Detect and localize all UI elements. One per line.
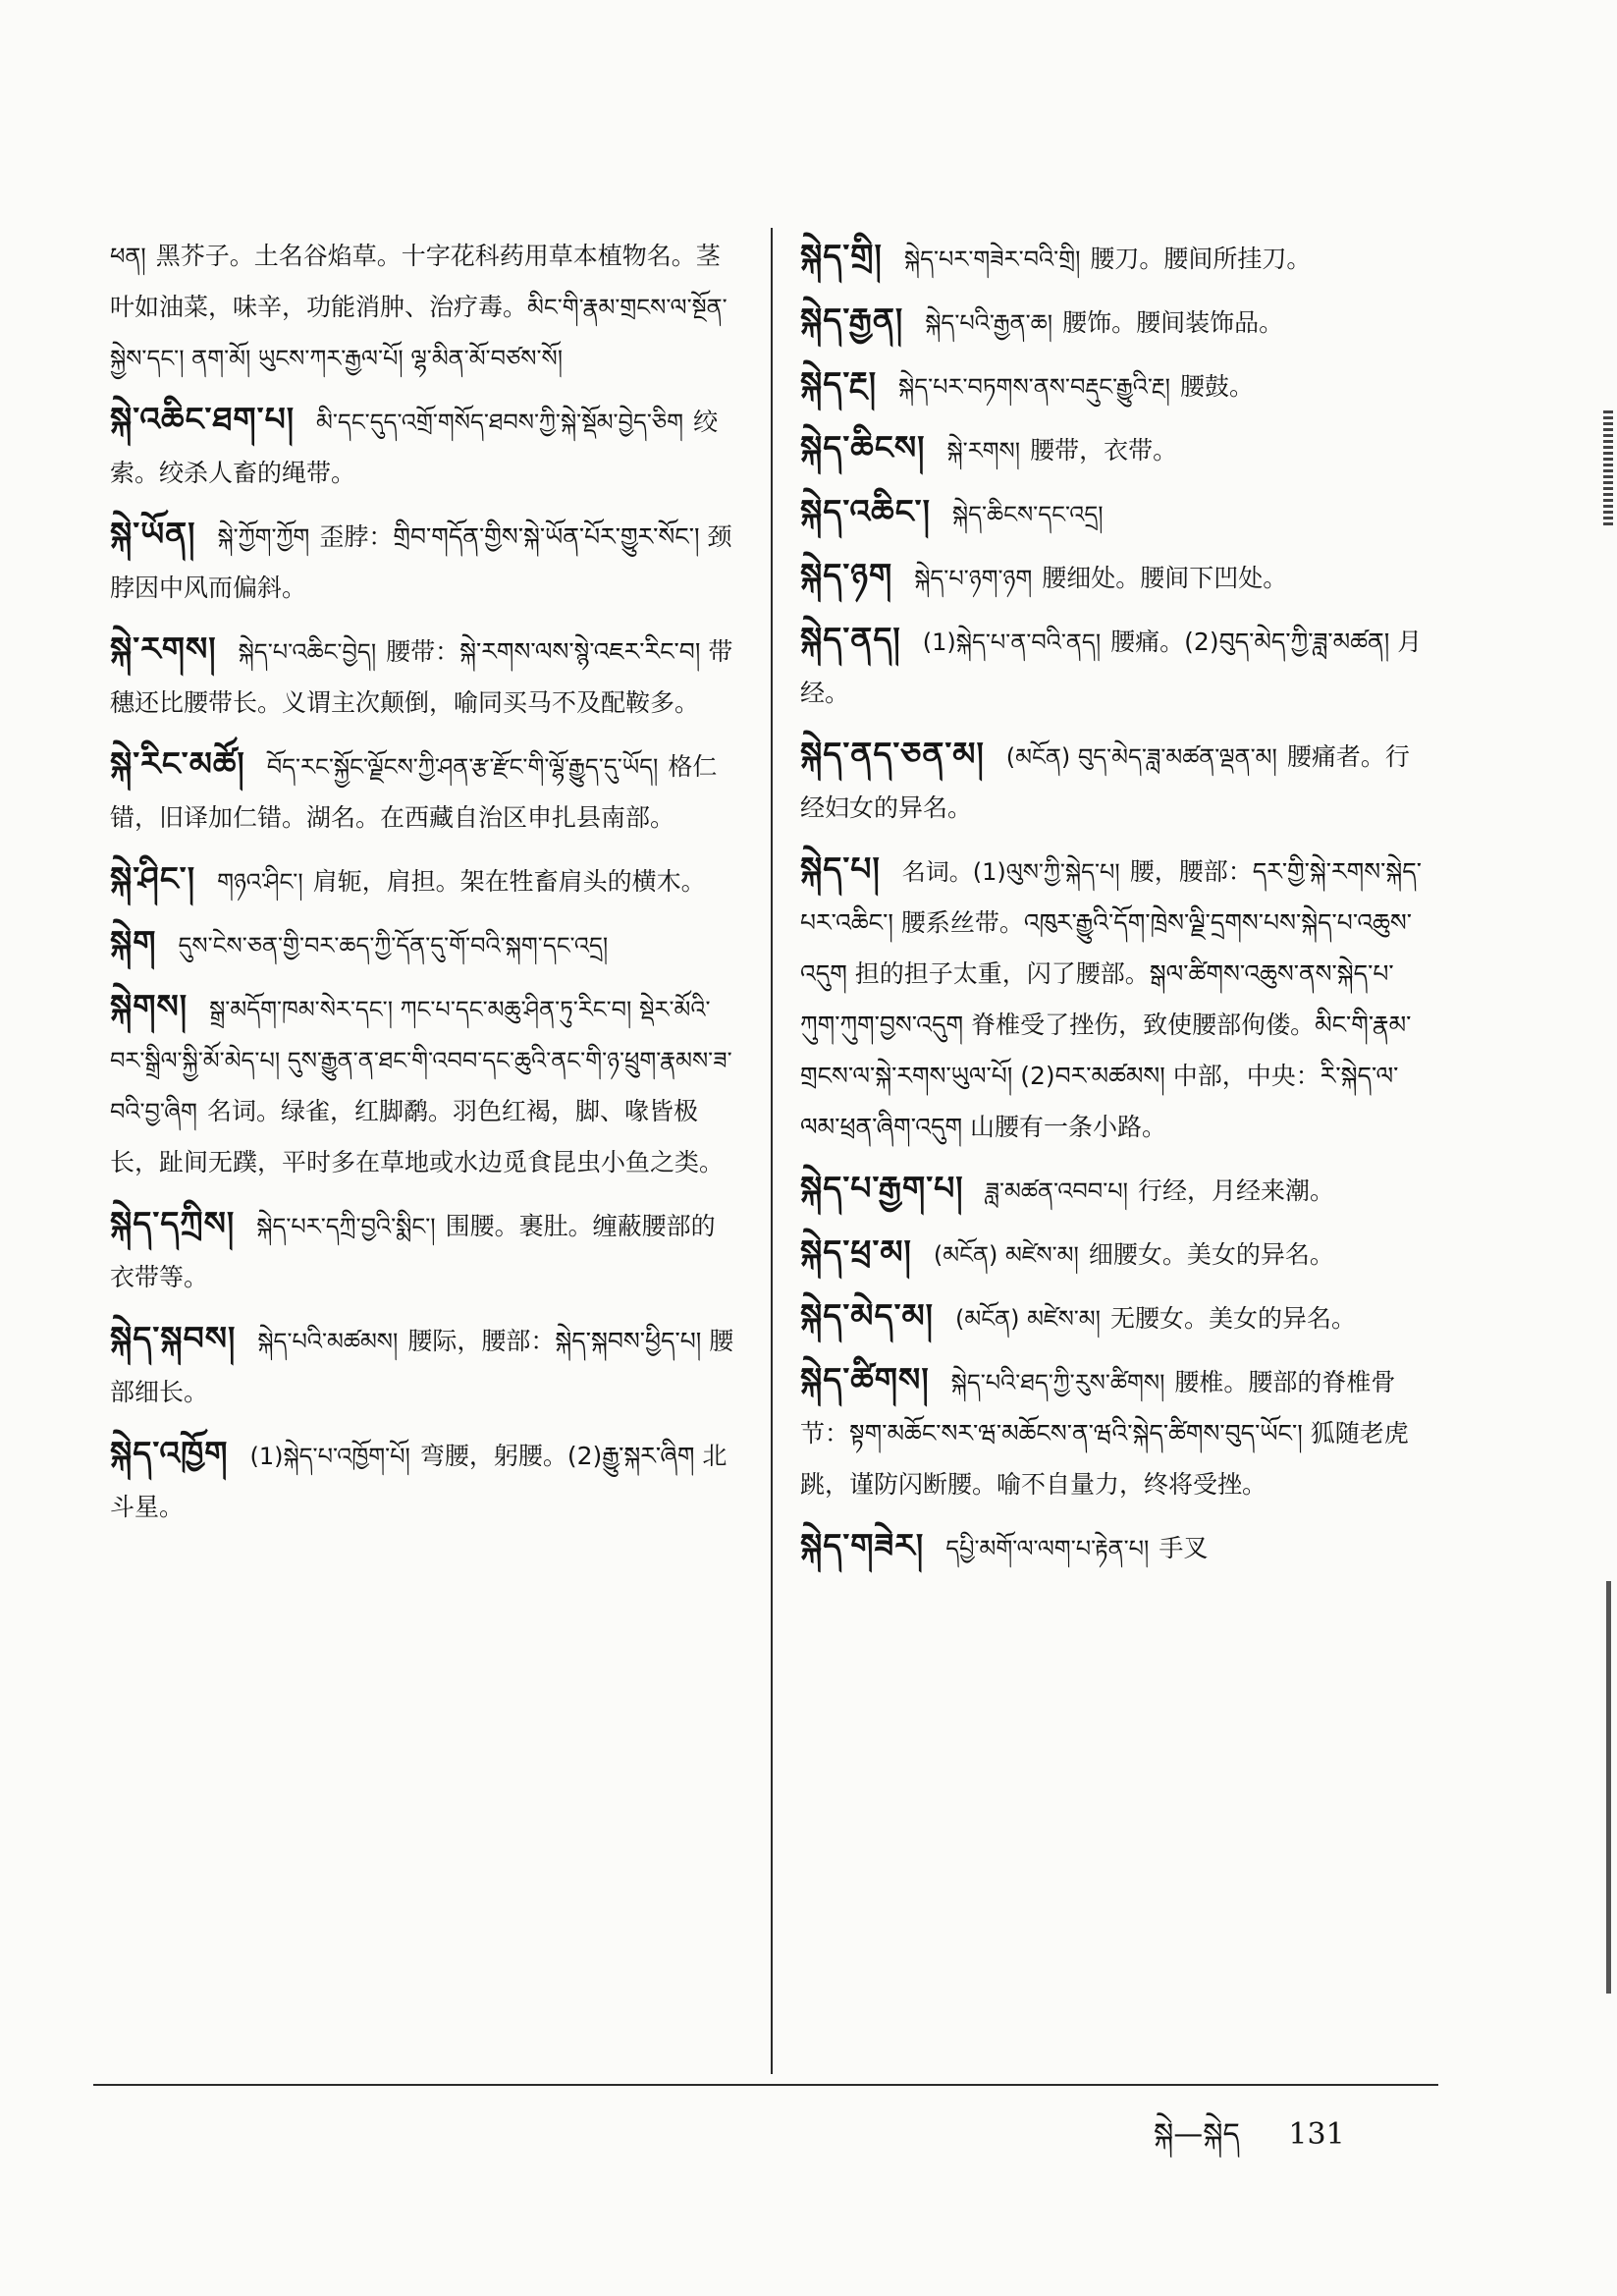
entry-headword: སྐེད་ཚིགས། <box>800 1360 930 1398</box>
entry-headword: སྐེད་ནད་ཅན་མ། <box>800 735 985 773</box>
entry-chinese-definition: 无腰女。美女的异名。 <box>1109 1304 1356 1333</box>
entry-chinese-definition: 腰际，腰部：སྐེད་སྐབས་ཕྱིད་པ། 腰部细长。 <box>110 1327 734 1406</box>
entry-headword: སྐེགས། <box>110 987 189 1025</box>
entry-headword: སྐེད་པ་རྒྱག་པ། <box>800 1169 964 1207</box>
entry-tibetan-definition: སྐེད་པ་འཆིང་བྱེད། <box>238 638 377 666</box>
entry-tibetan-definition: ཕན། <box>110 243 146 270</box>
entry-tibetan-definition: 名词。(1)ལུས་ཀྱི་སྐེད་པ། <box>901 858 1120 886</box>
entry-tibetan-definition: སྐེད་ཆིངས་དང་འདྲ། <box>951 501 1104 528</box>
entry-headword: སྐེད་ཆིངས། <box>800 428 926 466</box>
entry-chinese-definition: 肩轭，肩担。架在牲畜肩头的横木。 <box>312 867 706 896</box>
entry-headword: སྐེད་ཕྲ་མ། <box>800 1232 912 1271</box>
dictionary-entry <box>800 1354 1428 1510</box>
entry-headword: སྐེད་གྲི། <box>800 237 883 275</box>
entry-headword: སྐེ་རགས། <box>110 629 217 668</box>
entry-tibetan-definition: (མངོན) མཛེས་མ། <box>955 1305 1101 1333</box>
entry-chinese-definition: 腰细处。腰间下凹处。 <box>1042 564 1288 592</box>
entry-tibetan-definition: གཉའ་ཤིང་། <box>217 868 303 896</box>
dictionary-entry <box>110 1313 738 1418</box>
entry-headword: སྐེ་འཆིང་ཐག་པ། <box>110 400 296 438</box>
entry-chinese-definition: 弯腰，躬腰。(2)རྒྱུ་སྐར་ཞིག 北斗星。 <box>110 1442 728 1521</box>
entry-tibetan-definition: (མངོན) བུད་མེད་ཟླ་མཚན་ལྡན་མ། <box>1005 743 1277 771</box>
entry-headword: སྐེ་ཤིང་། <box>110 859 196 898</box>
entry-tibetan-definition: སྐེད་པའི་རྒྱན་ཆ། <box>925 309 1053 337</box>
dictionary-entry <box>110 738 738 844</box>
dictionary-entry <box>110 853 738 907</box>
entry-tibetan-definition: སྐེད་པར་གཟེར་བའི་གྲི། <box>903 246 1081 273</box>
dictionary-entry <box>800 1290 1428 1344</box>
page-footer <box>1154 2102 1345 2184</box>
dictionary-entry <box>800 295 1428 349</box>
entry-headword: སྐེད་འཁྱོག <box>110 1434 229 1472</box>
entry-chinese-definition: 腰饰。腰间装饰品。 <box>1062 308 1284 337</box>
entry-headword: སྐེད་རྔ། <box>800 364 878 403</box>
dictionary-entry <box>800 358 1428 412</box>
entry-tibetan-definition: (མངོན) མཛེས་མ། <box>933 1241 1079 1269</box>
entry-chinese-definition: 腰带，衣带。 <box>1030 436 1178 465</box>
right-column <box>800 231 1428 1584</box>
entry-chinese-definition: 腰痛。(2)བུད་མེད་ཀྱི་ཟླ་མཚན། 月经。 <box>800 628 1423 707</box>
entry-tibetan-definition: སྐེད་པར་བཏགས་ནས་བརྡུང་རྒྱུའི་རྔ། <box>898 373 1170 401</box>
entry-chinese-definition: 腰鼓。 <box>1179 372 1254 401</box>
page-number: 131 <box>1288 2117 1345 2152</box>
dictionary-entry <box>110 509 738 614</box>
entry-headword: སྐེད་གཟེར། <box>800 1526 925 1564</box>
entry-chinese-definition: 格仁错，旧译加仁错。湖名。在西藏自治区申扎县南部。 <box>110 752 718 832</box>
entry-headword: སྐེད་ཉག <box>800 556 893 594</box>
dictionary-entry <box>800 1520 1428 1574</box>
dictionary-entry <box>800 1163 1428 1217</box>
entry-tibetan-definition: སྐེད་པའི་མཚམས། <box>257 1328 399 1355</box>
footer-rule <box>93 2084 1438 2086</box>
footer-range: སྐེ—སྐེད <box>1154 2117 1240 2152</box>
entry-tibetan-definition: བོད་རང་སྐྱོང་ལྗོངས་ཀྱི་ཤན་རྩ་རྫོང་གི་ལྷོ་རྒྱུད་དུ་ཡོད། <box>266 753 659 781</box>
entry-tibetan-definition: སྐེ་ཀྱོག་ཀྱོག <box>217 523 310 551</box>
dictionary-entry <box>110 917 738 971</box>
entry-chinese-definition: 围腰。裹肚。缠蔽腰部的衣带等。 <box>110 1212 716 1291</box>
entry-chinese-definition: 手叉 <box>1159 1534 1209 1562</box>
dictionary-entry <box>110 624 738 729</box>
entry-chinese-definition: 腰痛者。行经妇女的异名。 <box>800 742 1410 822</box>
dictionary-entry <box>110 231 738 384</box>
entry-tibetan-definition: སྐེད་པར་དཀྲི་བྱའི་སྨིང་། <box>256 1213 436 1240</box>
dictionary-entry <box>110 1198 738 1303</box>
entry-chinese-definition: 腰带：སྐེ་རགས་ལས་སྙེ་འཇར་རིང་བ། 带穗还比腰带长。义谓主次颠倒，喻同买马不及配鞍多。 <box>110 637 733 717</box>
dictionary-entry <box>800 1227 1428 1281</box>
column-divider <box>771 228 773 2074</box>
entry-tibetan-definition: མི་དང་དུད་འགྲོ་གསོད་ཐབས་ཀྱི་སྐེ་སྡོམ་བྱེད་ཅིག <box>316 409 684 436</box>
dictionary-entry <box>800 486 1428 540</box>
entry-headword: སྐེ་རིང་མཚོ། <box>110 744 245 783</box>
entry-chinese-definition: 歪脖：གྲིབ་གདོན་གྱིས་སྐེ་ཡོན་པོར་གྱུར་སོང་། 颈脖因中风而偏斜。 <box>110 522 732 602</box>
entry-tibetan-definition: སྒྲ་མདོག་ཁམ་སེར་དང་། ཀང་པ་དང་མཆུ་ཤིན་ཏུ་རིང་བ། སྡེར་མོའི་བར་སྒྲིལ་སྐྱི་མོ་མེད་པ། དུས་རྒྱུན་ན་ཐང་གི་འབབ་དང་ཆུའི་ནང་གི་ཉ་ཕྲུག་རྣམས་ཟ་བའི་བྱ་ཞིག <box>110 996 732 1125</box>
entry-headword: སྐེད་ནད། <box>800 620 901 658</box>
scan-edge-line <box>1606 1581 1611 1994</box>
entry-chinese-definition: 腰椎。腰部的脊椎骨节：སྟག་མཆོང་སར་ཝ་མཆོངས་ན་ཝའི་སྐེད་ཚིགས་བུད་ཡོང་། 狐随老虎跳，谨防闪断腰。喻不自量力，终将受挫。 <box>800 1368 1409 1499</box>
dictionary-entry <box>110 981 738 1188</box>
left-column <box>110 231 738 1543</box>
entry-tibetan-definition: སྐེད་པའི་ཐད་ཀྱི་རུས་ཚིགས། <box>950 1369 1165 1396</box>
entry-headword: སྐེད་དཀྲིས། <box>110 1204 236 1242</box>
entry-tibetan-definition: ཟླ་མཚན་འབབ་པ། <box>985 1177 1128 1205</box>
entry-tibetan-definition: (1)སྐེད་པ་འཁྱོག་པོ། <box>249 1443 410 1470</box>
entry-headword: སྐེད་འཆིང་། <box>800 492 931 530</box>
dictionary-entry <box>800 614 1428 719</box>
entry-tibetan-definition: སྐེ་རགས། <box>946 437 1021 465</box>
entry-tibetan-definition: དུས་ངེས་ཅན་གྱི་བར་ཆད་ཀྱི་དོན་དུ་གོ་བའི་སྐག་དང་འདྲ། <box>178 932 609 959</box>
dictionary-entry <box>110 394 738 499</box>
entry-chinese-definition: 行经，月经来潮。 <box>1137 1176 1334 1205</box>
dictionary-entry <box>800 550 1428 604</box>
entry-chinese-definition: 黑芥子。土名谷焰草。十字花科药用草本植物名。茎叶如油菜，味辛，功能消肿、治疗毒。 <box>110 242 721 321</box>
entry-headword: སྐེད་སྐབས། <box>110 1319 237 1357</box>
entry-tibetan-definition: དཔྱི་མགོ་ལ་ལག་པ་རྟེན་པ། <box>945 1535 1150 1562</box>
entry-headword: སྐེད་རྒྱན། <box>800 301 904 339</box>
entry-headword: སྐེ་ཡོན། <box>110 515 196 553</box>
entry-headword: སྐེག <box>110 923 157 961</box>
dictionary-entry <box>800 231 1428 285</box>
entry-chinese-definition: 绞索。绞杀人畜的绳带。 <box>110 408 719 487</box>
entry-tibetan-definition: སྐེད་པ་ཉག་ཉག <box>914 565 1033 592</box>
dictionary-entry <box>800 844 1428 1153</box>
dictionary-entry <box>800 422 1428 476</box>
entry-headword: སྐེད་མེད་མ། <box>800 1296 935 1335</box>
entry-headword: སྐེད་པ། <box>800 849 881 888</box>
dictionary-entry <box>800 729 1428 834</box>
entry-extra-text: མིང་གི་རྣམ་གྲངས་ལ་སྔོན་སྐྱེས་དང་། ནག་མོ། ཡུངས་ཀར་རྒྱལ་པོ། ལྷ་མིན་མོ་བཙས་སོ། <box>110 294 728 372</box>
entry-chinese-definition: 腰，腰部：དར་གྱི་སྐེ་རགས་སྐེད་པར་འཆིང་། 腰系丝带。འཁུར་རྒྱུའི་དོག་ཁྲེས་ལྗི་དྲགས་པས་སྐེད་པ་འཆུས་འདུག 担的担子太重，闪了腰部。སྒལ་ཚིགས་འཆུས་ནས་སྐེད་པ་ཀུག་ཀུག་བྱས་འདུག 脊椎受了挫伤，致使腰部佝偻。མིང་གི་རྣམ་གྲངས་ལ་སྐེ་རགས་ཡུལ་པོ། (2)བར་མཚམས། 中部，中央：རི་སྐེད་ལ་ལམ་ཕྲན་ཞིག་འདུག 山腰有一条小路。 <box>800 857 1422 1141</box>
entry-chinese-definition: 细腰女。美女的异名。 <box>1088 1240 1334 1269</box>
entry-chinese-definition: 腰刀。腰间所挂刀。 <box>1090 245 1312 273</box>
scan-edge-mark <box>1603 410 1613 528</box>
entry-chinese-definition: 名词。绿雀，红脚鹬。羽色红褐，脚、喙皆极长，趾间无蹼，平时多在草地或水边觅食昆虫小鱼之类。 <box>110 1097 725 1176</box>
entry-tibetan-definition: (1)སྐེད་པ་ན་བའི་ནད། <box>922 629 1102 656</box>
dictionary-entry <box>110 1428 738 1533</box>
